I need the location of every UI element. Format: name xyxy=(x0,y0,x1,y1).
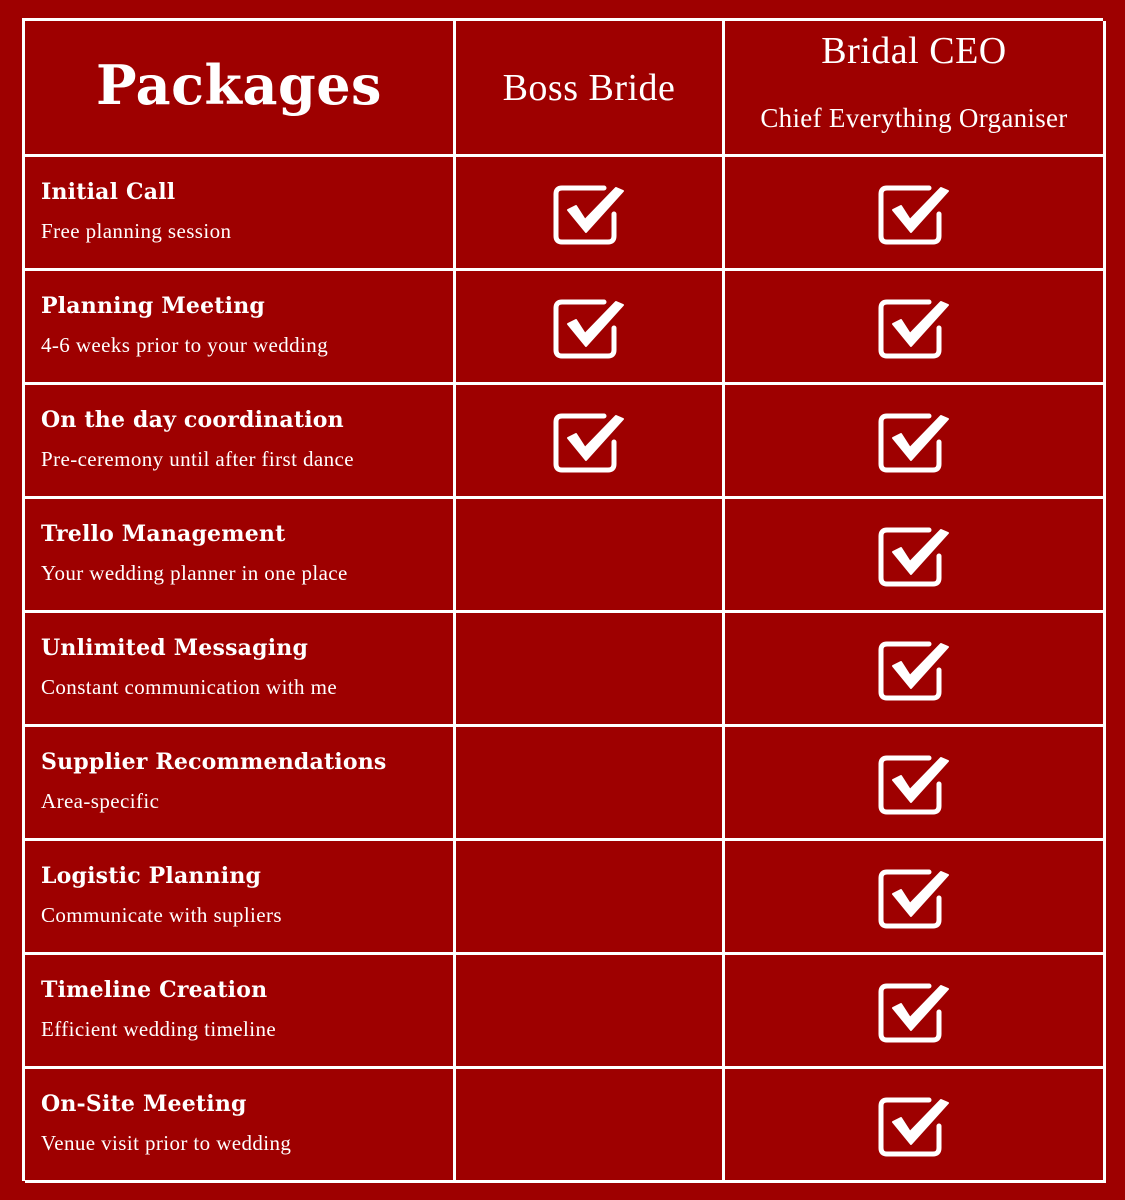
feature-description: 4-6 weeks prior to your wedding xyxy=(41,333,329,357)
feature-name: On the day coordination xyxy=(41,407,344,433)
checkbox-checked-icon xyxy=(877,864,951,930)
check-cell-boss-bride xyxy=(456,499,725,613)
feature-name: Supplier Recommendations xyxy=(41,749,387,775)
checkbox-checked-icon xyxy=(877,636,951,702)
feature-description: Efficient wedding timeline xyxy=(41,1017,277,1041)
checkbox-checked-icon xyxy=(552,294,626,360)
checkbox-checked-icon xyxy=(877,522,951,588)
package-name-boss-bride: Boss Bride xyxy=(502,66,676,109)
checkbox-checked-icon xyxy=(877,978,951,1044)
feature-name: Logistic Planning xyxy=(41,863,262,889)
feature-name: Timeline Creation xyxy=(41,977,268,1003)
feature-cell xyxy=(25,841,456,955)
feature-name: On-Site Meeting xyxy=(41,1091,247,1117)
checkbox-checked-icon xyxy=(877,1092,951,1158)
feature-description: Pre-ceremony until after first dance xyxy=(41,447,354,471)
package-header-boss-bride xyxy=(456,21,725,157)
feature-name: Planning Meeting xyxy=(41,293,265,319)
check-cell-bridal-ceo xyxy=(725,157,1106,271)
feature-cell xyxy=(25,499,456,613)
check-cell-boss-bride xyxy=(456,727,725,841)
check-cell-boss-bride xyxy=(456,613,725,727)
feature-cell xyxy=(25,1069,456,1183)
feature-cell xyxy=(25,955,456,1069)
feature-description: Venue visit prior to wedding xyxy=(41,1131,292,1155)
checkbox-checked-icon xyxy=(877,408,951,474)
feature-cell xyxy=(25,613,456,727)
packages-comparison-table xyxy=(22,18,1103,1181)
feature-description: Area-specific xyxy=(41,789,160,813)
check-cell-bridal-ceo xyxy=(725,841,1106,955)
package-name-bridal-ceo: Bridal CEO xyxy=(821,30,1007,72)
check-cell-boss-bride xyxy=(456,385,725,499)
feature-description: Communicate with supliers xyxy=(41,903,282,927)
check-cell-bridal-ceo xyxy=(725,955,1106,1069)
feature-cell xyxy=(25,271,456,385)
feature-cell xyxy=(25,157,456,271)
check-cell-bridal-ceo xyxy=(725,727,1106,841)
feature-cell xyxy=(25,385,456,499)
feature-cell xyxy=(25,727,456,841)
check-cell-boss-bride xyxy=(456,1069,725,1183)
check-cell-bridal-ceo xyxy=(725,499,1106,613)
checkbox-checked-icon xyxy=(552,408,626,474)
check-cell-boss-bride xyxy=(456,157,725,271)
checkbox-checked-icon xyxy=(877,294,951,360)
check-cell-bridal-ceo xyxy=(725,613,1106,727)
check-cell-bridal-ceo xyxy=(725,271,1106,385)
check-cell-boss-bride xyxy=(456,841,725,955)
check-cell-bridal-ceo xyxy=(725,385,1106,499)
feature-name: Trello Management xyxy=(41,521,286,547)
page-title: Packages xyxy=(96,52,382,117)
checkbox-checked-icon xyxy=(877,750,951,816)
check-cell-boss-bride xyxy=(456,955,725,1069)
package-header-bridal-ceo xyxy=(725,21,1106,157)
checkbox-checked-icon xyxy=(877,180,951,246)
check-cell-boss-bride xyxy=(456,271,725,385)
feature-description: Constant communication with me xyxy=(41,675,338,699)
feature-name: Initial Call xyxy=(41,179,176,205)
check-cell-bridal-ceo xyxy=(725,1069,1106,1183)
feature-name: Unlimited Messaging xyxy=(41,635,309,661)
table-header-title-cell xyxy=(25,21,456,157)
feature-description: Your wedding planner in one place xyxy=(41,561,348,585)
package-subtitle-bridal-ceo: Chief Everything Organiser xyxy=(760,103,1068,133)
feature-description: Free planning session xyxy=(41,219,232,243)
checkbox-checked-icon xyxy=(552,180,626,246)
